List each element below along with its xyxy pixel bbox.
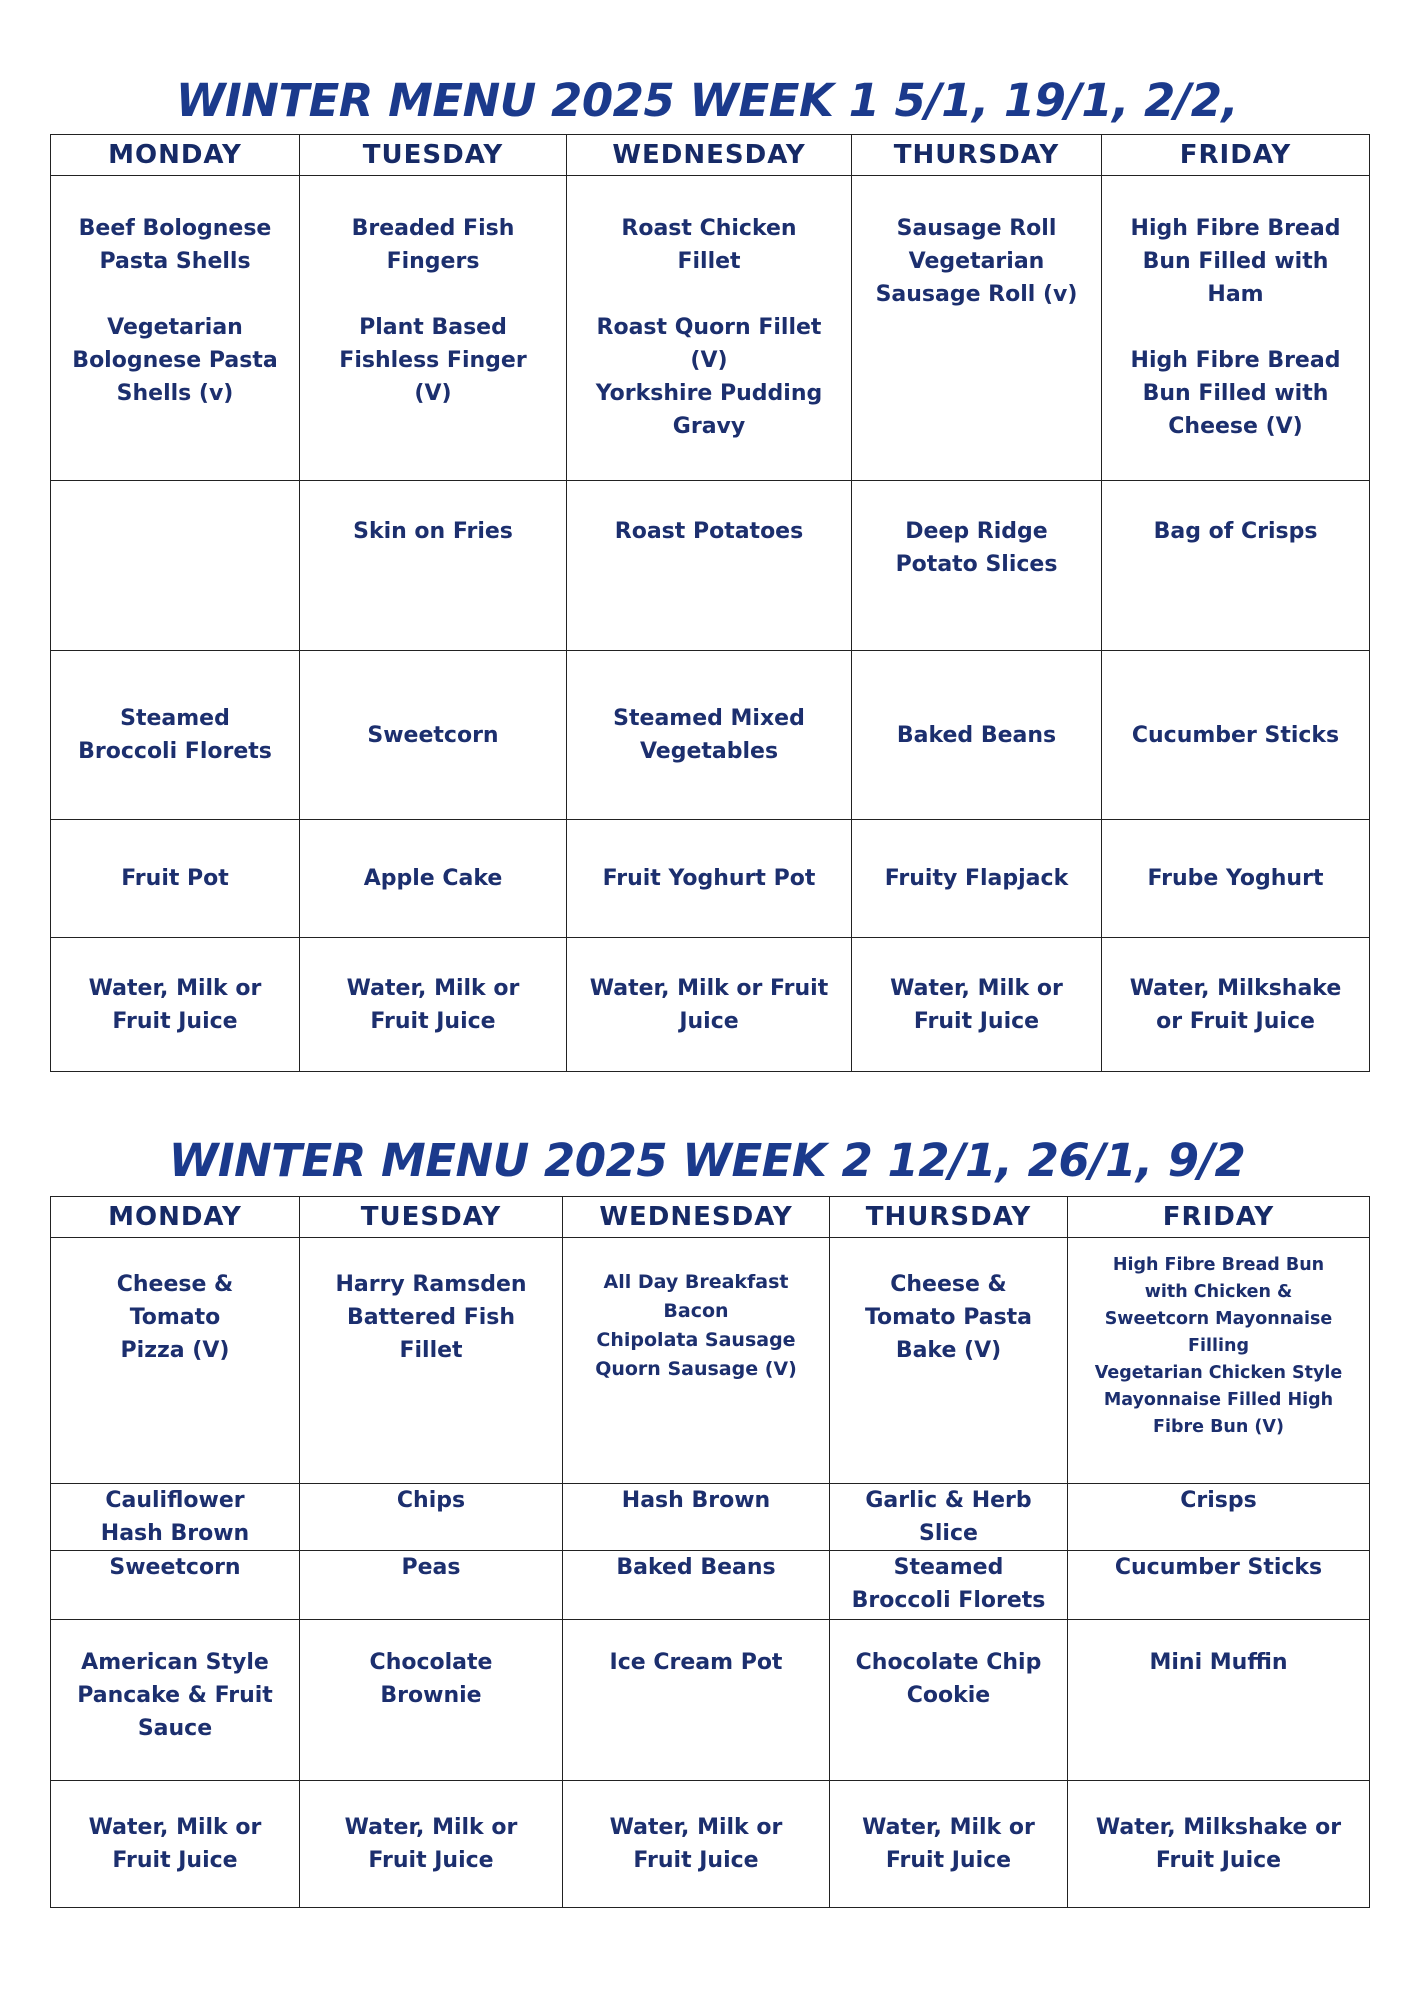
- dessert-friday: Mini Muffin: [1068, 1620, 1370, 1781]
- veg-thursday: Steamed Broccoli Florets: [830, 1551, 1068, 1620]
- week1-menu-table: [50, 134, 1370, 1072]
- dessert-thursday: Fruity Flapjack: [852, 820, 1102, 938]
- drink-thursday: Water, Milk or Fruit Juice: [830, 1781, 1068, 1908]
- drink-wednesday: Water, Milk or Fruit Juice: [563, 1781, 830, 1908]
- side-tuesday: Chips: [300, 1484, 563, 1551]
- veg-wednesday: Baked Beans: [563, 1551, 830, 1620]
- side-monday: Cauliflower Hash Brown: [51, 1484, 300, 1551]
- main-course-row: [51, 1238, 1370, 1484]
- drink-monday: Water, Milk or Fruit Juice: [51, 1781, 300, 1908]
- veg-wednesday: Steamed Mixed Vegetables: [567, 651, 852, 820]
- side-wednesday: Roast Potatoes: [567, 481, 852, 651]
- side-thursday: Garlic & Herb Slice: [830, 1484, 1068, 1551]
- vegetable-row: [51, 651, 1370, 820]
- day-header-tuesday: TUESDAY: [300, 1197, 563, 1238]
- day-header-row: [51, 135, 1370, 176]
- dessert-row: [51, 820, 1370, 938]
- day-header-wednesday: WEDNESDAY: [563, 1197, 830, 1238]
- side-thursday: Deep Ridge Potato Slices: [852, 481, 1102, 651]
- vegetable-row: [51, 1551, 1370, 1620]
- side-wednesday: Hash Brown: [563, 1484, 830, 1551]
- drink-friday: Water, Milkshake or Fruit Juice: [1102, 938, 1370, 1072]
- main-thursday: Sausage Roll Vegetarian Sausage Roll (v): [852, 176, 1102, 481]
- side-friday: Crisps: [1068, 1484, 1370, 1551]
- drink-tuesday: Water, Milk or Fruit Juice: [300, 1781, 563, 1908]
- day-header-tuesday: TUESDAY: [300, 135, 567, 176]
- side-row: [51, 481, 1370, 651]
- dessert-thursday: Chocolate Chip Cookie: [830, 1620, 1068, 1781]
- dessert-wednesday: Fruit Yoghurt Pot: [567, 820, 852, 938]
- day-header-monday: MONDAY: [51, 1197, 300, 1238]
- side-tuesday: Skin on Fries: [300, 481, 567, 651]
- day-header-friday: FRIDAY: [1068, 1197, 1370, 1238]
- week1-title: WINTER MENU 2025 WEEK 1 5/1, 19/1, 2/2,: [175, 74, 1239, 127]
- main-tuesday: Harry Ramsden Battered Fish Fillet: [300, 1238, 563, 1484]
- dessert-tuesday: Chocolate Brownie: [300, 1620, 563, 1781]
- veg-friday: Cucumber Sticks: [1068, 1551, 1370, 1620]
- dessert-monday: American Style Pancake & Fruit Sauce: [51, 1620, 300, 1781]
- day-header-row: [51, 1197, 1370, 1238]
- veg-tuesday: Peas: [300, 1551, 563, 1620]
- side-friday: Bag of Crisps: [1102, 481, 1370, 651]
- veg-monday: Steamed Broccoli Florets: [51, 651, 300, 820]
- day-header-friday: FRIDAY: [1102, 135, 1370, 176]
- dessert-wednesday: Ice Cream Pot: [563, 1620, 830, 1781]
- day-header-thursday: THURSDAY: [830, 1197, 1068, 1238]
- drink-friday: Water, Milkshake or Fruit Juice: [1068, 1781, 1370, 1908]
- dessert-row: [51, 1620, 1370, 1781]
- main-thursday: Cheese & Tomato Pasta Bake (V): [830, 1238, 1068, 1484]
- drink-monday: Water, Milk or Fruit Juice: [51, 938, 300, 1072]
- main-friday: High Fibre Bread Bun with Chicken & Sweetcorn Mayonnaise Filling Vegetarian Chicken Style Mayonnaise Filled High Fibre Bun (V): [1068, 1238, 1370, 1484]
- day-header-monday: MONDAY: [51, 135, 300, 176]
- drink-wednesday: Water, Milk or Fruit Juice: [567, 938, 852, 1072]
- side-monday: [51, 481, 300, 651]
- main-tuesday: Breaded Fish Fingers Plant Based Fishless Finger (V): [300, 176, 567, 481]
- drink-row: [51, 938, 1370, 1072]
- main-friday: High Fibre Bread Bun Filled with Ham High Fibre Bread Bun Filled with Cheese (V): [1102, 176, 1370, 481]
- main-monday: Beef Bolognese Pasta Shells Vegetarian Bolognese Pasta Shells (v): [51, 176, 300, 481]
- veg-friday: Cucumber Sticks: [1102, 651, 1370, 820]
- dessert-monday: Fruit Pot: [51, 820, 300, 938]
- week2-title: WINTER MENU 2025 WEEK 2 12/1, 26/1, 9/2: [168, 1134, 1246, 1187]
- drink-tuesday: Water, Milk or Fruit Juice: [300, 938, 567, 1072]
- drink-thursday: Water, Milk or Fruit Juice: [852, 938, 1102, 1072]
- day-header-thursday: THURSDAY: [852, 135, 1102, 176]
- main-course-row: [51, 176, 1370, 481]
- dessert-friday: Frube Yoghurt: [1102, 820, 1370, 938]
- week2-menu-table: [50, 1196, 1370, 1908]
- veg-monday: Sweetcorn: [51, 1551, 300, 1620]
- main-monday: Cheese & Tomato Pizza (V): [51, 1238, 300, 1484]
- veg-thursday: Baked Beans: [852, 651, 1102, 820]
- day-header-wednesday: WEDNESDAY: [567, 135, 852, 176]
- main-wednesday: Roast Chicken Fillet Roast Quorn Fillet (V) Yorkshire Pudding Gravy: [567, 176, 852, 481]
- side-row: [51, 1484, 1370, 1551]
- dessert-tuesday: Apple Cake: [300, 820, 567, 938]
- main-wednesday: All Day Breakfast Bacon Chipolata Sausage Quorn Sausage (V): [563, 1238, 830, 1484]
- veg-tuesday: Sweetcorn: [300, 651, 567, 820]
- drink-row: [51, 1781, 1370, 1908]
